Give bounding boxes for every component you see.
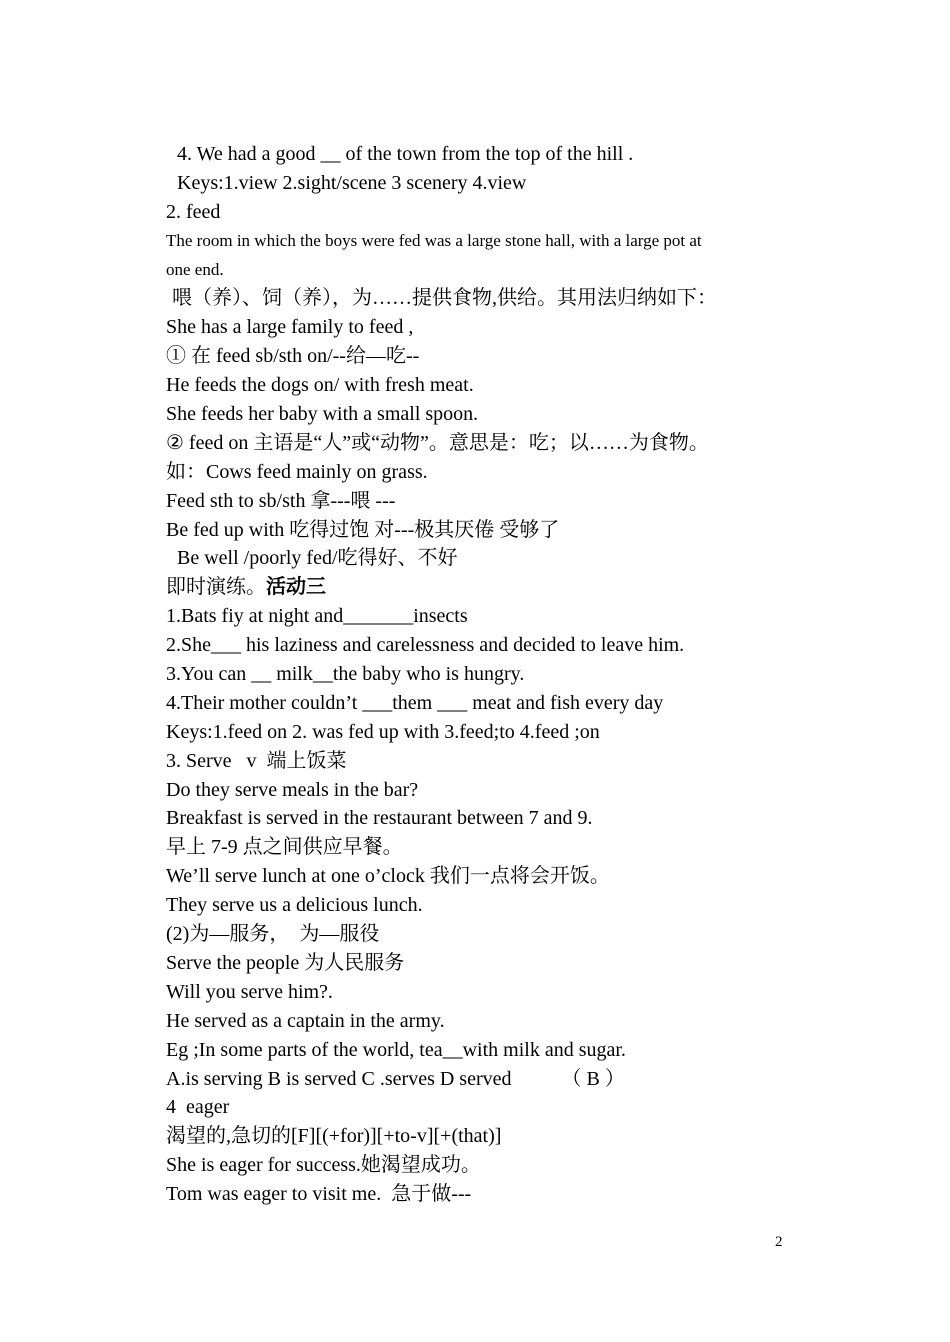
- definition-line: 喂（养）、饲（养），为……提供食物,供给。其用法归纳如下：: [172, 287, 717, 310]
- answer-keys-line: Keys:1.view 2.sight/scene 3 scenery 4.view: [177, 171, 527, 194]
- page-number: 2: [775, 1234, 783, 1250]
- activity-label: 活动三: [266, 576, 326, 599]
- text-line: Do they serve meals in the bar?: [166, 778, 419, 801]
- text-line: She feeds her baby with a small spoon.: [166, 403, 479, 426]
- text-line: She is eager for success.她渴望成功。: [166, 1154, 481, 1177]
- example-sentence: The room in which the boys were fed was a large stone hall, with a large pot at: [166, 230, 702, 250]
- text-line: We’ll serve lunch at one o’clock 我们一点将会开饭。: [166, 865, 610, 888]
- text-line: She has a large family to feed ,: [166, 316, 414, 339]
- text-line: 早上 7-9 点之间供应早餐。: [166, 836, 403, 859]
- exercise-line: 1.Bats fiy at night and_______insects: [166, 605, 468, 628]
- definition-line: 渴望的,急切的[F][(+for)][+to-v][+(that)]: [166, 1125, 502, 1148]
- text-line: (2)为—服务， 为—服役: [166, 923, 380, 946]
- text-line: He served as a captain in the army.: [166, 1009, 445, 1032]
- text-line: Will you serve him?.: [166, 980, 333, 1003]
- text-line: Tom was eager to visit me. 急于做---: [166, 1183, 472, 1206]
- answer-keys-line: Keys:1.feed on 2. was fed up with 3.feed;to 4.feed ;on: [166, 720, 600, 743]
- text-line: 如：Cows feed mainly on grass.: [166, 460, 428, 483]
- text-line: They serve us a delicious lunch.: [166, 894, 423, 917]
- usage-line: ① 在 feed sb/sth on/--给—吃--: [166, 345, 420, 368]
- text-line: He feeds the dogs on/ with fresh meat.: [166, 374, 474, 397]
- page-content: [166, 140, 796, 1209]
- exercise-line: Eg ;In some parts of the world, tea__with milk and sugar.: [166, 1038, 626, 1061]
- example-sentence-continued: one end.: [166, 259, 224, 279]
- practice-label: 即时演练。: [166, 576, 266, 599]
- exercise-line: 4.Their mother couldn’t ___them ___ meat and fish every day: [166, 691, 664, 714]
- text-line: Be fed up with 吃得过饱 对---极其厌倦 受够了: [166, 518, 560, 541]
- section-heading-feed: 2. feed: [166, 200, 221, 223]
- options-line: A.is serving B is served C .serves D served （ B ）: [166, 1067, 625, 1090]
- section-heading-eager: 4 eager: [166, 1096, 230, 1119]
- practice-heading: [166, 573, 796, 602]
- text-line: Feed sth to sb/sth 拿---喂 ---: [166, 489, 396, 512]
- exercise-line: 4. We had a good __ of the town from the top of the hill .: [177, 143, 634, 165]
- exercise-line: 3.You can __ milk__the baby who is hungry.: [166, 663, 525, 686]
- usage-line: ② feed on 主语是“人”或“动物”。意思是：吃；以……为食物。: [166, 431, 709, 454]
- section-heading-serve: 3. Serve v 端上饭菜: [166, 749, 347, 772]
- text-line: Breakfast is served in the restaurant between 7 and 9.: [166, 807, 593, 830]
- text-line: Serve the people 为人民服务: [166, 951, 405, 974]
- exercise-line: 2.She___ his laziness and carelessness and decided to leave him.: [166, 634, 685, 657]
- text-line: Be well /poorly fed/吃得好、不好: [177, 547, 458, 570]
